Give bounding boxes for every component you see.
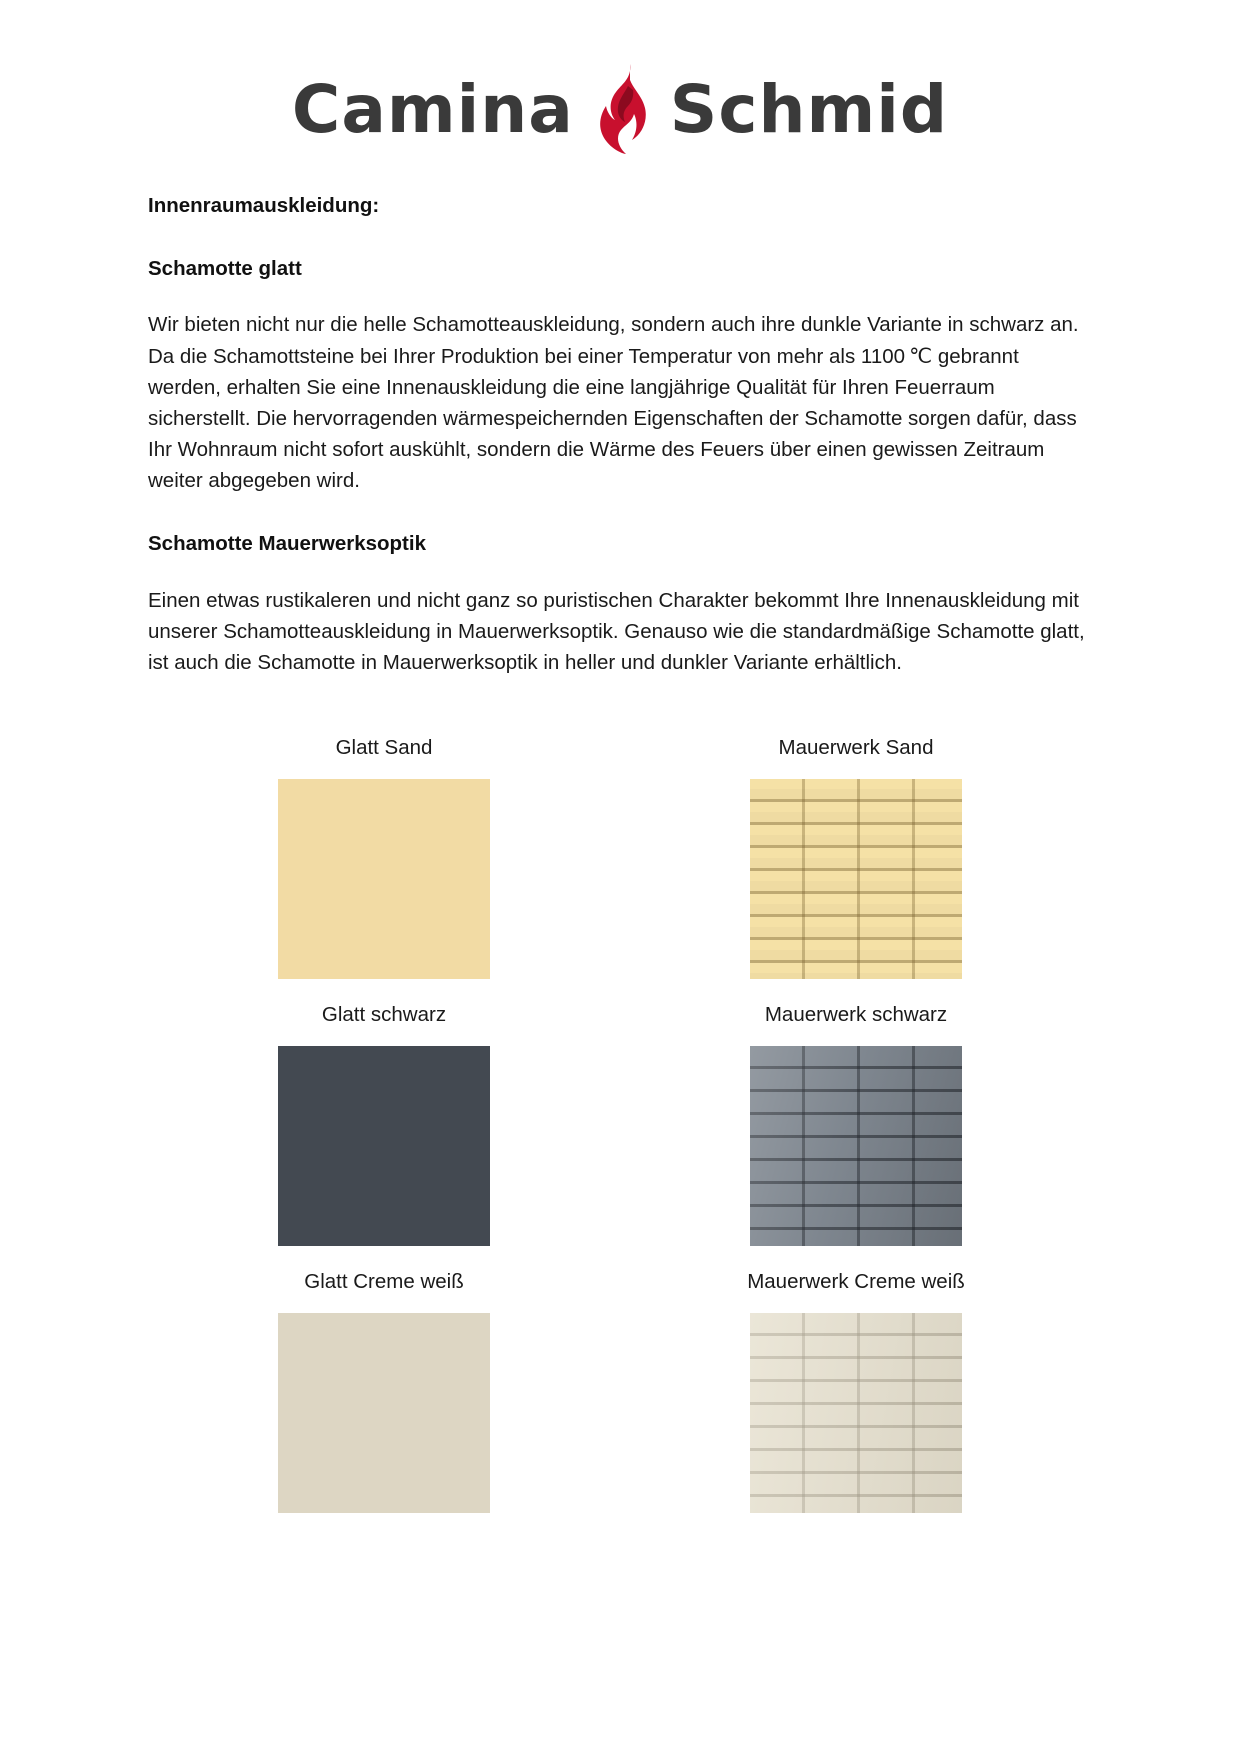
swatch-glatt-creme-weiss — [278, 1313, 490, 1513]
sample-glatt-sand — [148, 712, 620, 979]
sample-mauerwerk-schwarz — [620, 979, 1092, 1246]
logo-lockup — [292, 62, 948, 158]
section-paragraph-schamotte-glatt: Wir bieten nicht nur die helle Schamotteauskleidung, sondern auch ihre dunkle Variante in schwarz an. Da die Schamottsteine bei Ihrer Produktion bei einer Temperatur von mehr als 1100 ℃ gebrannt werden, erhalten Sie eine Innenauskleidung die eine langjährige Qualität für Ihren Feuerraum sicherstellt. Die hervorragenden wärmespeichernden Eigenschaften der Schamotte sorgen dafür, dass Ihr Wohnraum nicht sofort auskühlt, sondern die Wärme des Feuers über einen gewissen Zeitraum weiter abgegeben wird. — [148, 313, 1079, 493]
logo-word-camina: Camina — [291, 71, 574, 148]
swatch-glatt-schwarz — [278, 1046, 490, 1246]
flame-icon — [592, 62, 652, 158]
sample-glatt-creme-weiss — [148, 1246, 620, 1513]
sample-mauerwerk-creme-weiss — [620, 1246, 1092, 1513]
swatch-mauerwerk-schwarz — [750, 1046, 962, 1246]
swatch-mauerwerk-sand — [750, 779, 962, 979]
sample-caption: Mauerwerk Creme weiß — [747, 1269, 965, 1293]
sample-row — [148, 712, 1092, 979]
sample-row — [148, 979, 1092, 1246]
section-title-schamotte-mauerwerksoptik: Schamotte Mauerwerksoptik — [148, 532, 426, 556]
sample-caption: Glatt schwarz — [321, 1003, 447, 1027]
brand-logo — [0, 0, 1240, 166]
sample-caption: Glatt Sand — [335, 736, 433, 760]
swatch-glatt-sand — [278, 779, 490, 979]
sample-caption: Mauerwerk schwarz — [764, 1003, 948, 1027]
sample-row — [148, 1246, 1092, 1513]
sample-caption: Glatt Creme weiß — [304, 1269, 464, 1293]
sample-glatt-schwarz — [148, 979, 620, 1246]
page-title: Innenraumauskleidung: — [148, 194, 380, 217]
document-content — [0, 192, 1240, 678]
sample-caption: Mauerwerk Sand — [778, 736, 934, 760]
sample-mauerwerk-sand — [620, 712, 1092, 979]
logo-word-schmid: Schmid — [669, 71, 949, 148]
swatch-mauerwerk-creme-weiss — [750, 1313, 962, 1513]
section-title-schamotte-glatt: Schamotte glatt — [148, 256, 302, 280]
sample-gallery — [0, 712, 1240, 1512]
section-paragraph-schamotte-mauerwerksoptik: Einen etwas rustikaleren und nicht ganz so puristischen Charakter bekommt Ihre Innenauskleidung mit unserer Schamotteauskleidung in Mauerwerksoptik. Genauso wie die standardmäßige Schamotte glatt, ist auch die Schamotte in Mauerwerksoptik in heller und dunkler Variante erhältlich. — [148, 589, 1085, 675]
